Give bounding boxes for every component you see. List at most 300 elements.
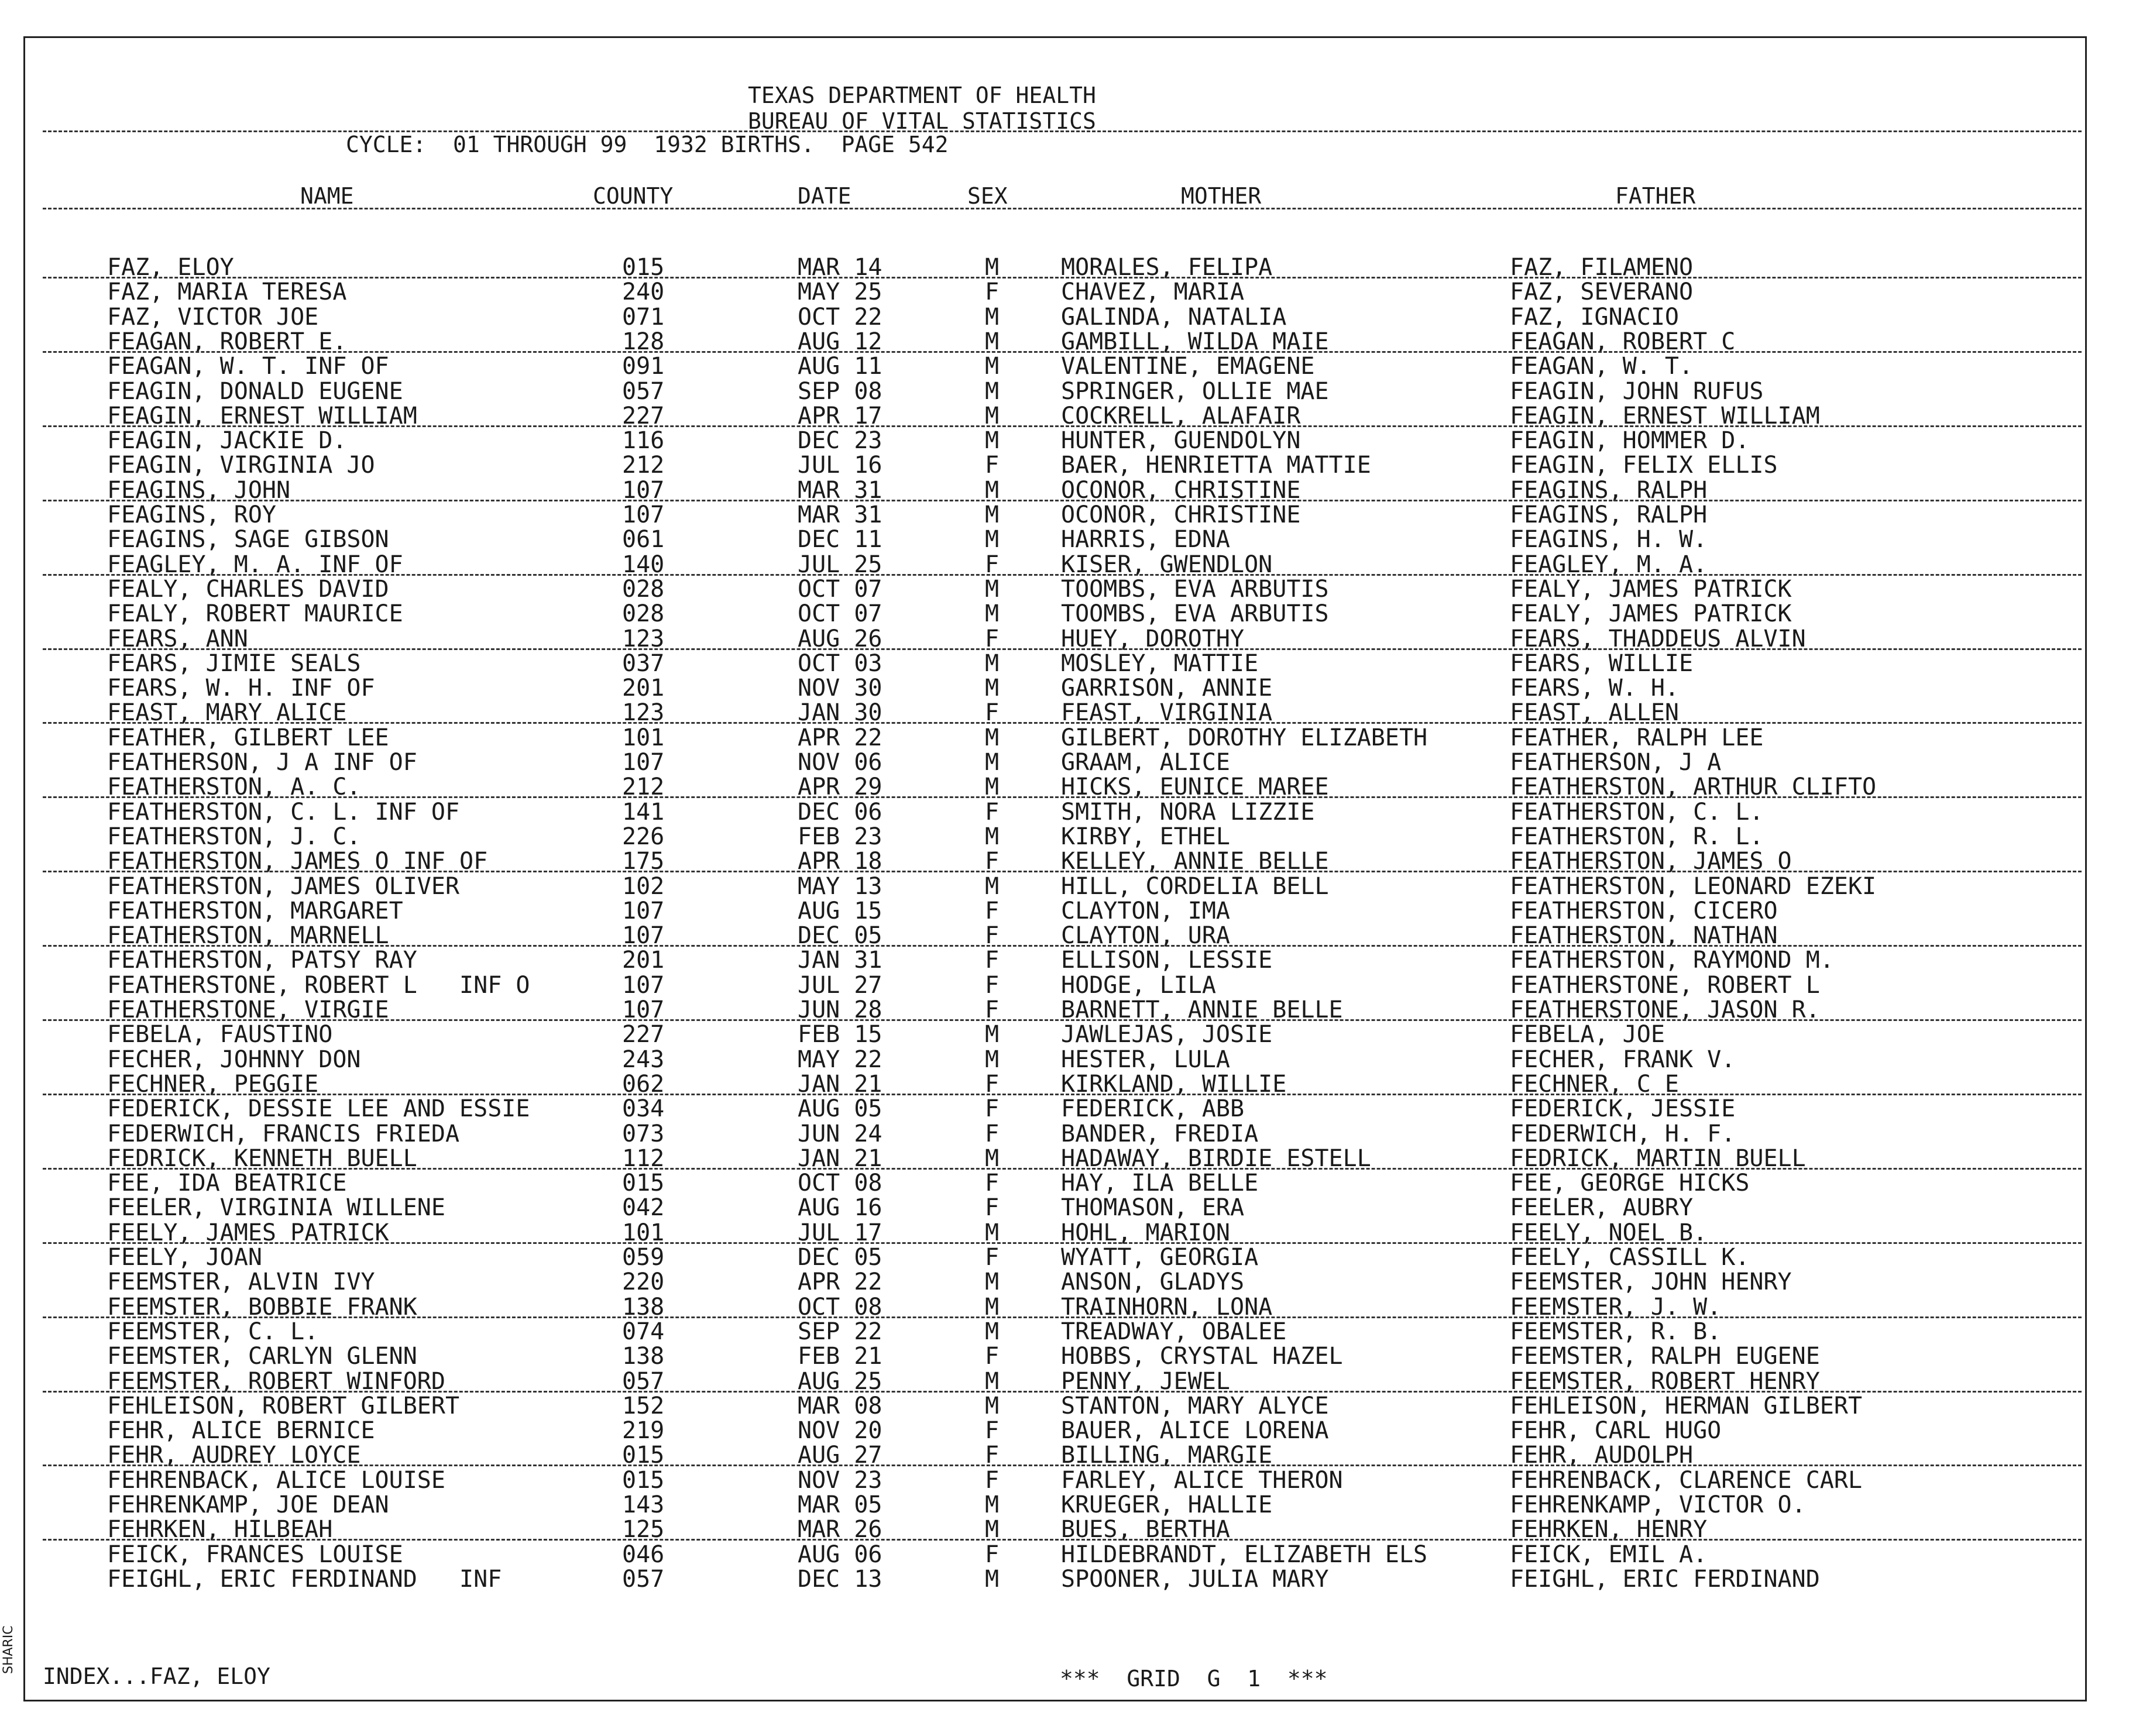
record-father: FEATHERSON, J A (1510, 749, 1722, 776)
record-mother: BUES, BERTHA (1061, 1516, 1230, 1543)
record-name: FEAGIN, DONALD EUGENE (107, 378, 403, 405)
record-mother: HADAWAY, BIRDIE ESTELL (1061, 1145, 1371, 1172)
record-date: SEP 08 (798, 378, 882, 405)
record-name: FEAGINS, JOHN (107, 477, 291, 504)
record-sex: M (985, 1021, 1000, 1048)
record-mother: ANSON, GLADYS (1061, 1269, 1245, 1295)
record-date: NOV 30 (798, 675, 882, 702)
record-sex: M (985, 1566, 1000, 1593)
record-date: AUG 16 (798, 1194, 882, 1221)
record-date: OCT 22 (798, 304, 882, 331)
record-name: FAZ, ELOY (107, 254, 234, 281)
header-bureau: BUREAU OF VITAL STATISTICS (748, 108, 1096, 134)
record-date: APR 18 (798, 848, 882, 875)
record-date: JUL 25 (798, 551, 882, 578)
record-county: 107 (622, 996, 665, 1023)
record-name: FEATHERSTON, JAMES OLIVER (107, 873, 460, 900)
record-father: FEAGIN, HOMMER D. (1510, 427, 1750, 454)
record-name: FEHRENKAMP, JOE DEAN (107, 1491, 389, 1518)
record-name: FEHRENBACK, ALICE LOUISE (107, 1467, 445, 1494)
record-date: MAY 22 (798, 1046, 882, 1073)
record-mother: PENNY, JEWEL (1061, 1368, 1230, 1395)
column-header-name: NAME (300, 183, 354, 209)
record-county: 212 (622, 452, 665, 479)
record-county: 101 (622, 1219, 665, 1246)
record-date: NOV 06 (798, 749, 882, 776)
record-county: 140 (622, 551, 665, 578)
record-father: FEALY, JAMES PATRICK (1510, 576, 1792, 603)
record-date: AUG 05 (798, 1095, 882, 1122)
record-name: FECHNER, PEGGIE (107, 1071, 319, 1098)
record-name: FEBELA, FAUSTINO (107, 1021, 333, 1048)
record-date: DEC 23 (798, 427, 882, 454)
record-county: 123 (622, 625, 665, 652)
record-mother: FARLEY, ALICE THERON (1061, 1467, 1343, 1494)
record-father: FEHR, AUDOLPH (1510, 1442, 1694, 1469)
record-sex: F (985, 996, 1000, 1023)
record-mother: BAUER, ALICE LORENA (1061, 1417, 1329, 1444)
record-county: 143 (622, 1491, 665, 1518)
record-county: 141 (622, 799, 665, 826)
record-date: MAR 31 (798, 477, 882, 504)
record-father: FEATHERSTON, CICERO (1510, 898, 1778, 924)
record-date: AUG 06 (798, 1541, 882, 1568)
record-father: FEATHERSTONE, ROBERT L (1510, 972, 1820, 999)
record-father: FEDRICK, MARTIN BUELL (1510, 1145, 1806, 1172)
record-mother: STANTON, MARY ALYCE (1061, 1393, 1329, 1419)
record-mother: BILLING, MARGIE (1061, 1442, 1273, 1469)
record-name: FEHR, AUDREY LOYCE (107, 1442, 361, 1469)
record-mother: HILL, CORDELIA BELL (1061, 873, 1329, 900)
record-date: AUG 25 (798, 1368, 882, 1395)
record-name: FEAGLEY, M. A. INF OF (107, 551, 403, 578)
record-county: 062 (622, 1071, 665, 1098)
record-sex: M (985, 1046, 1000, 1073)
record-sex: F (985, 625, 1000, 652)
record-father: FEEMSTER, JOHN HENRY (1510, 1269, 1792, 1295)
record-sex: F (985, 551, 1000, 578)
record-father: FEHRENBACK, CLARENCE CARL (1510, 1467, 1863, 1494)
record-father: FEATHERSTON, RAYMOND M. (1510, 947, 1834, 974)
record-name: FAZ, VICTOR JOE (107, 304, 319, 331)
record-county: 015 (622, 254, 665, 281)
record-father: FEAGIN, ERNEST WILLIAM (1510, 403, 1820, 429)
record-sex: M (985, 254, 1000, 281)
record-date: JAN 21 (798, 1145, 882, 1172)
record-mother: HOBBS, CRYSTAL HAZEL (1061, 1343, 1343, 1370)
record-father: FEE, GEORGE HICKS (1510, 1170, 1750, 1197)
record-mother: FEAST, VIRGINIA (1061, 699, 1273, 726)
record-county: 152 (622, 1393, 665, 1419)
record-date: FEB 21 (798, 1343, 882, 1370)
record-father: FEARS, WILLIE (1510, 650, 1694, 677)
record-county: 226 (622, 823, 665, 850)
record-date: NOV 23 (798, 1467, 882, 1494)
record-date: FEB 23 (798, 823, 882, 850)
record-sex: F (985, 1120, 1000, 1147)
record-date: FEB 15 (798, 1021, 882, 1048)
record-date: JUN 28 (798, 996, 882, 1023)
record-father: FEATHERSTON, R. L. (1510, 823, 1764, 850)
record-county: 015 (622, 1442, 665, 1469)
record-name: FEATHERSTON, J. C. (107, 823, 361, 850)
record-father: FEHR, CARL HUGO (1510, 1417, 1722, 1444)
record-sex: M (985, 600, 1000, 627)
record-sex: M (985, 774, 1000, 800)
record-name: FEDERICK, DESSIE LEE AND ESSIE (107, 1095, 530, 1122)
record-county: 201 (622, 947, 665, 974)
record-sex: F (985, 1244, 1000, 1271)
record-date: OCT 07 (798, 576, 882, 603)
record-date: DEC 05 (798, 1244, 882, 1271)
record-name: FEAGIN, JACKIE D. (107, 427, 347, 454)
record-date: JUL 17 (798, 1219, 882, 1246)
record-name: FEIGHL, ERIC FERDINAND INF (107, 1566, 502, 1593)
record-sex: M (985, 1318, 1000, 1345)
record-father: FAZ, FILAMENO (1510, 254, 1694, 281)
record-father: FEAGINS, RALPH (1510, 501, 1708, 528)
record-county: 219 (622, 1417, 665, 1444)
column-header-sex: SEX (967, 183, 1008, 209)
record-county: 243 (622, 1046, 665, 1073)
record-date: AUG 11 (798, 353, 882, 380)
record-name: FEATHERSTON, MARNELL (107, 922, 389, 949)
record-father: FEIGHL, ERIC FERDINAND (1510, 1566, 1820, 1593)
column-header-date: DATE (798, 183, 851, 209)
record-father: FEAST, ALLEN (1510, 699, 1679, 726)
record-father: FEAGLEY, M. A. (1510, 551, 1708, 578)
record-mother: SPOONER, JULIA MARY (1061, 1566, 1329, 1593)
record-mother: HUEY, DOROTHY (1061, 625, 1245, 652)
record-name: FECHER, JOHNNY DON (107, 1046, 361, 1073)
record-county: 074 (622, 1318, 665, 1345)
record-mother: CHAVEZ, MARIA (1061, 279, 1245, 305)
record-sex: M (985, 650, 1000, 677)
record-county: 227 (622, 403, 665, 429)
record-name: FEELY, JAMES PATRICK (107, 1219, 389, 1246)
record-father: FEELY, CASSILL K. (1510, 1244, 1750, 1271)
record-father: FEHRKEN, HENRY (1510, 1516, 1708, 1543)
record-sex: F (985, 1467, 1000, 1494)
record-sex: M (985, 873, 1000, 900)
record-father: FEATHERSTONE, JASON R. (1510, 996, 1820, 1023)
record-father: FEATHERSTON, JAMES O (1510, 848, 1792, 875)
record-county: 112 (622, 1145, 665, 1172)
record-county: 061 (622, 526, 665, 553)
record-mother: JAWLEJAS, JOSIE (1061, 1021, 1273, 1048)
record-mother: BARNETT, ANNIE BELLE (1061, 996, 1343, 1023)
record-county: 107 (622, 749, 665, 776)
record-county: 107 (622, 972, 665, 999)
record-county: 028 (622, 600, 665, 627)
record-mother: HESTER, LULA (1061, 1046, 1230, 1073)
record-father: FEDERICK, JESSIE (1510, 1095, 1736, 1122)
record-mother: COCKRELL, ALAFAIR (1061, 403, 1301, 429)
record-sex: M (985, 403, 1000, 429)
microfiche-sheet (23, 36, 2087, 1701)
record-sex: M (985, 378, 1000, 405)
record-name: FEATHERSTON, A. C. (107, 774, 361, 800)
record-date: MAR 14 (798, 254, 882, 281)
record-sex: M (985, 1269, 1000, 1295)
record-name: FEEMSTER, ALVIN IVY (107, 1269, 375, 1295)
header-org: TEXAS DEPARTMENT OF HEALTH (748, 82, 1096, 108)
record-county: 138 (622, 1294, 665, 1321)
record-county: 227 (622, 1021, 665, 1048)
record-county: 240 (622, 279, 665, 305)
record-county: 015 (622, 1170, 665, 1197)
record-father: FEAGAN, ROBERT C (1510, 328, 1736, 355)
record-mother: SPRINGER, OLLIE MAE (1061, 378, 1329, 405)
record-sex: F (985, 947, 1000, 974)
record-mother: TRAINHORN, LONA (1061, 1294, 1273, 1321)
record-sex: F (985, 799, 1000, 826)
record-father: FEEMSTER, R. B. (1510, 1318, 1722, 1345)
record-date: AUG 12 (798, 328, 882, 355)
record-sex: M (985, 328, 1000, 355)
record-county: 028 (622, 576, 665, 603)
record-mother: KIRBY, ETHEL (1061, 823, 1230, 850)
record-sex: F (985, 922, 1000, 949)
record-father: FEAGIN, FELIX ELLIS (1510, 452, 1778, 479)
record-mother: KELLEY, ANNIE BELLE (1061, 848, 1329, 875)
record-name: FEATHERSTON, MARGARET (107, 898, 403, 924)
record-mother: HODGE, LILA (1061, 972, 1216, 999)
record-father: FEATHERSTON, ARTHUR CLIFTO (1510, 774, 1877, 800)
record-county: 107 (622, 922, 665, 949)
record-county: 042 (622, 1194, 665, 1221)
record-father: FEAGAN, W. T. (1510, 353, 1694, 380)
record-county: 125 (622, 1516, 665, 1543)
record-sex: M (985, 1145, 1000, 1172)
record-sex: F (985, 1170, 1000, 1197)
record-sex: M (985, 501, 1000, 528)
record-father: FEARS, THADDEUS ALVIN (1510, 625, 1806, 652)
record-sex: F (985, 848, 1000, 875)
record-mother: GAMBILL, WILDA MAIE (1061, 328, 1329, 355)
record-father: FAZ, SEVERANO (1510, 279, 1694, 305)
record-name: FEHLEISON, ROBERT GILBERT (107, 1393, 460, 1419)
record-county: 101 (622, 724, 665, 751)
record-sex: M (985, 1219, 1000, 1246)
record-sex: M (985, 823, 1000, 850)
record-county: 116 (622, 427, 665, 454)
record-date: NOV 20 (798, 1417, 882, 1444)
record-father: FEAGINS, H. W. (1510, 526, 1708, 553)
record-name: FEAGIN, VIRGINIA JO (107, 452, 375, 479)
record-father: FEATHERSTON, NATHAN (1510, 922, 1778, 949)
record-mother: ELLISON, LESSIE (1061, 947, 1273, 974)
record-father: FEELER, AUBRY (1510, 1194, 1694, 1221)
record-name: FEELER, VIRGINIA WILLENE (107, 1194, 445, 1221)
record-date: MAR 26 (798, 1516, 882, 1543)
record-mother: TOOMBS, EVA ARBUTIS (1061, 600, 1329, 627)
record-mother: TOOMBS, EVA ARBUTIS (1061, 576, 1329, 603)
record-mother: CLAYTON, URA (1061, 922, 1230, 949)
record-name: FEATHERSON, J A INF OF (107, 749, 417, 776)
record-county: 107 (622, 501, 665, 528)
record-name: FEE, IDA BEATRICE (107, 1170, 347, 1197)
record-sex: M (985, 675, 1000, 702)
record-county: 201 (622, 675, 665, 702)
record-date: MAR 05 (798, 1491, 882, 1518)
record-name: FEALY, CHARLES DAVID (107, 576, 389, 603)
record-date: OCT 08 (798, 1170, 882, 1197)
row-group-divider (43, 871, 2082, 872)
record-county: 091 (622, 353, 665, 380)
record-name: FEDERWICH, FRANCIS FRIEDA (107, 1120, 460, 1147)
record-sex: M (985, 477, 1000, 504)
record-date: MAY 25 (798, 279, 882, 305)
record-father: FEEMSTER, RALPH EUGENE (1510, 1343, 1820, 1370)
record-mother: KRUEGER, HALLIE (1061, 1491, 1273, 1518)
record-date: AUG 15 (798, 898, 882, 924)
record-father: FEAGIN, JOHN RUFUS (1510, 378, 1764, 405)
record-date: DEC 06 (798, 799, 882, 826)
record-sex: F (985, 1343, 1000, 1370)
record-mother: CLAYTON, IMA (1061, 898, 1230, 924)
record-name: FEEMSTER, CARLYN GLENN (107, 1343, 417, 1370)
record-mother: FEDERICK, ABB (1061, 1095, 1245, 1122)
record-mother: MOSLEY, MATTIE (1061, 650, 1259, 677)
record-name: FEAGINS, ROY (107, 501, 276, 528)
record-sex: F (985, 279, 1000, 305)
record-name: FEAST, MARY ALICE (107, 699, 347, 726)
record-mother: HOHL, MARION (1061, 1219, 1230, 1246)
record-name: FEATHERSTON, C. L. INF OF (107, 799, 460, 826)
record-mother: BAER, HENRIETTA MATTIE (1061, 452, 1371, 479)
record-county: 107 (622, 477, 665, 504)
record-sex: M (985, 1516, 1000, 1543)
record-county: 059 (622, 1244, 665, 1271)
record-county: 034 (622, 1095, 665, 1122)
record-sex: M (985, 724, 1000, 751)
record-date: JUL 16 (798, 452, 882, 479)
record-father: FEEMSTER, ROBERT HENRY (1510, 1368, 1820, 1395)
record-county: 037 (622, 650, 665, 677)
record-mother: HUNTER, GUENDOLYN (1061, 427, 1301, 454)
record-mother: SMITH, NORA LIZZIE (1061, 799, 1315, 826)
record-county: 046 (622, 1541, 665, 1568)
record-mother: WYATT, GEORGIA (1061, 1244, 1259, 1271)
record-sex: F (985, 699, 1000, 726)
record-mother: GALINDA, NATALIA (1061, 304, 1287, 331)
record-name: FEAGAN, W. T. INF OF (107, 353, 389, 380)
header-cycle: CYCLE: 01 THROUGH 99 1932 BIRTHS. PAGE 542 (346, 132, 949, 157)
row-group-divider (43, 1539, 2082, 1541)
record-mother: THOMASON, ERA (1061, 1194, 1245, 1221)
record-name: FAZ, MARIA TERESA (107, 279, 347, 305)
record-name: FEARS, ANN (107, 625, 248, 652)
record-date: DEC 05 (798, 922, 882, 949)
record-date: OCT 08 (798, 1294, 882, 1321)
record-mother: TREADWAY, OBALEE (1061, 1318, 1287, 1345)
record-mother: HILDEBRANDT, ELIZABETH ELS (1061, 1541, 1428, 1568)
record-sex: M (985, 427, 1000, 454)
record-father: FEATHER, RALPH LEE (1510, 724, 1764, 751)
record-name: FEARS, W. H. INF OF (107, 675, 375, 702)
record-name: FEEMSTER, ROBERT WINFORD (107, 1368, 445, 1395)
record-county: 175 (622, 848, 665, 875)
record-father: FEEMSTER, J. W. (1510, 1294, 1722, 1321)
record-date: MAR 31 (798, 501, 882, 528)
record-date: DEC 13 (798, 1566, 882, 1593)
record-mother: OCONOR, CHRISTINE (1061, 477, 1301, 504)
record-mother: GILBERT, DOROTHY ELIZABETH (1061, 724, 1428, 751)
record-name: FEATHERSTONE, VIRGIE (107, 996, 389, 1023)
record-sex: M (985, 576, 1000, 603)
record-date: AUG 26 (798, 625, 882, 652)
record-father: FEATHERSTON, C. L. (1510, 799, 1764, 826)
record-mother: HARRIS, EDNA (1061, 526, 1230, 553)
record-name: FEATHERSTONE, ROBERT L INF O (107, 972, 530, 999)
column-header-father: FATHER (1615, 183, 1696, 209)
record-father: FEATHERSTON, LEONARD EZEKI (1510, 873, 1877, 900)
record-date: APR 22 (798, 724, 882, 751)
side-label: SHARIC (1, 1625, 16, 1675)
record-sex: F (985, 1541, 1000, 1568)
record-date: MAY 13 (798, 873, 882, 900)
record-name: FEAGIN, ERNEST WILLIAM (107, 403, 417, 429)
record-father: FEBELA, JOE (1510, 1021, 1665, 1048)
record-sex: M (985, 304, 1000, 331)
row-group-divider (43, 796, 2082, 798)
record-county: 057 (622, 1368, 665, 1395)
record-name: FEAGAN, ROBERT E. (107, 328, 347, 355)
record-sex: M (985, 1294, 1000, 1321)
record-name: FEAGINS, SAGE GIBSON (107, 526, 389, 553)
record-date: APR 17 (798, 403, 882, 429)
record-county: 212 (622, 774, 665, 800)
column-header-divider (43, 208, 2082, 209)
record-father: FEHRENKAMP, VICTOR O. (1510, 1491, 1806, 1518)
record-county: 107 (622, 898, 665, 924)
column-header-county: COUNTY (593, 183, 674, 209)
record-sex: M (985, 1393, 1000, 1419)
record-father: FECHNER, C E (1510, 1071, 1679, 1098)
record-sex: F (985, 1095, 1000, 1122)
record-county: 102 (622, 873, 665, 900)
record-mother: KIRKLAND, WILLIE (1061, 1071, 1287, 1098)
record-county: 220 (622, 1269, 665, 1295)
record-father: FEELY, NOEL B. (1510, 1219, 1708, 1246)
row-group-divider (43, 1465, 2082, 1466)
footer-grid: *** GRID G 1 *** (1060, 1666, 1328, 1692)
record-date: APR 29 (798, 774, 882, 800)
record-mother: HAY, ILA BELLE (1061, 1170, 1259, 1197)
record-sex: M (985, 749, 1000, 776)
record-county: 138 (622, 1343, 665, 1370)
record-date: APR 22 (798, 1269, 882, 1295)
record-sex: M (985, 526, 1000, 553)
record-name: FEHR, ALICE BERNICE (107, 1417, 375, 1444)
record-mother: GARRISON, ANNIE (1061, 675, 1273, 702)
record-mother: VALENTINE, EMAGENE (1061, 353, 1315, 380)
record-name: FEALY, ROBERT MAURICE (107, 600, 403, 627)
record-father: FECHER, FRANK V. (1510, 1046, 1736, 1073)
record-date: JAN 21 (798, 1071, 882, 1098)
record-date: OCT 07 (798, 600, 882, 627)
record-mother: OCONOR, CHRISTINE (1061, 501, 1301, 528)
record-name: FEEMSTER, C. L. (107, 1318, 319, 1345)
record-name: FEELY, JOAN (107, 1244, 262, 1271)
record-name: FEARS, JIMIE SEALS (107, 650, 361, 677)
record-county: 128 (622, 328, 665, 355)
record-name: FEATHER, GILBERT LEE (107, 724, 389, 751)
record-father: FEICK, EMIL A. (1510, 1541, 1708, 1568)
record-sex: F (985, 1442, 1000, 1469)
record-sex: F (985, 452, 1000, 479)
